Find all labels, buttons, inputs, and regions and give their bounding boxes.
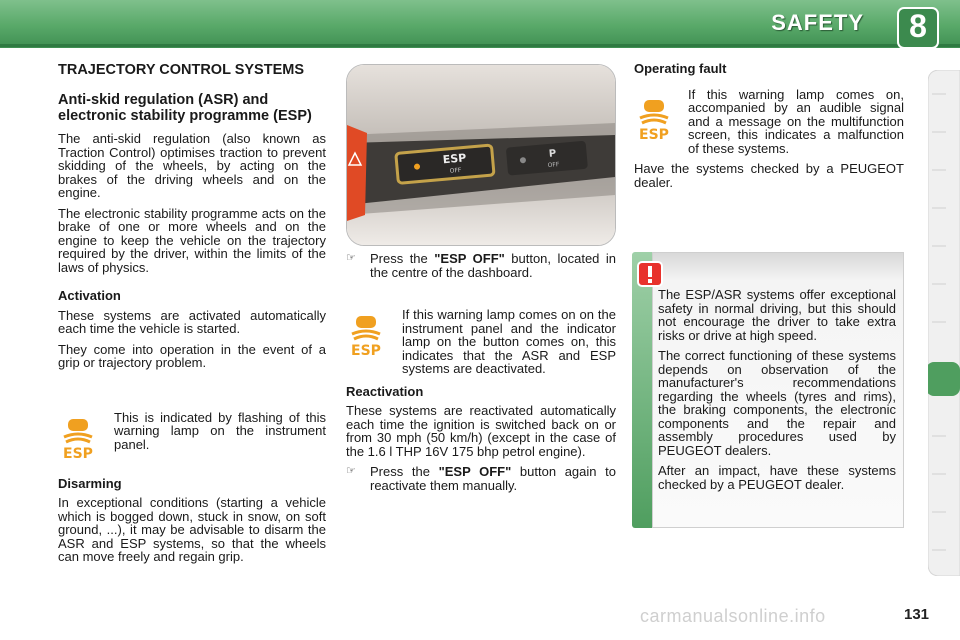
esp-warning-lamp-icon: [58, 417, 98, 461]
right-column: [634, 62, 904, 196]
warning-paragraph-3: After an impact, have these systems checked by a PEUGEOT dealer.: [658, 463, 896, 492]
reactivation-heading: Reactivation: [346, 383, 424, 399]
paragraph-reactivation: These systems are reactivated automatically each time the ignition is switched back on or from 30 mph (50 km/h) (except in the case of the 1.6 l THP 16V 175 bhp petrol engine).: [346, 403, 616, 459]
watermark: carmanualsonline.info: [640, 606, 826, 626]
lamp-description: This is indicated by flashing of this warning lamp on the instrument panel.: [114, 409, 326, 452]
section-subtitle: Anti-skid regulation (ASR) and electronic stability programme (ESP): [58, 92, 312, 124]
page-title: SAFETY: [771, 10, 864, 35]
safety-warning-box: [632, 252, 904, 528]
svg-text:ESP: ESP: [63, 445, 93, 461]
esp-off-button-label: ESP: [442, 151, 467, 167]
warning-paragraph-1: The ESP/ASR systems offer exceptional safety in normal driving, but this should not encourage the driver to take extra risks or drive at high speed.: [658, 287, 896, 343]
paragraph-esp: The electronic stability programme acts on the brake of one or more wheels and on the engine to keep the vehicle on the trajectory required by the driver, within the limits of the laws of physics.: [58, 205, 326, 275]
fault-heading: Operating fault: [634, 61, 727, 76]
paragraph-operation: They come into operation in the event of a grip or trajectory problem.: [58, 341, 326, 370]
fault-description: If this warning lamp comes on, accompanied by an audible signal and a message on the multifunction screen, this indicates a malfunction of these systems.: [688, 86, 904, 156]
esp-warning-lamp-icon: [634, 98, 674, 142]
svg-text:P: P: [548, 148, 557, 160]
park-off-button-sub: OFF: [547, 161, 560, 170]
deactivated-description: If this warning lamp comes on on the instrument panel and the indicator lamp on the button comes on, this indicates that the ASR and ESP systems are deactivated.: [402, 307, 616, 376]
esp-off-button-sub: OFF: [449, 166, 462, 175]
press-again-instruction: Press the "ESP OFF" button again to reactivate them manually.: [370, 464, 616, 493]
chapter-thumb-tabs: [928, 70, 960, 576]
activation-heading: Activation: [58, 288, 121, 303]
paragraph-activation: These systems are activated automatically each time the vehicle is started.: [58, 307, 326, 336]
press-esp-instruction: Press the "ESP OFF" button, located in the centre of the dashboard.: [370, 251, 616, 280]
disarming-heading: Disarming: [58, 475, 122, 491]
warning-strip: [632, 252, 652, 528]
svg-text:ESP: ESP: [351, 343, 381, 358]
left-column: [58, 62, 326, 571]
paragraph-dealer: Have the systems checked by a PEUGEOT dealer.: [634, 161, 904, 190]
middle-column: [346, 252, 616, 499]
paragraph-asr: The anti-skid regulation (also known as Traction Control) optimises traction to prevent skidding of the wheels, by acting on the brakes of the driving wheels and on the engine.: [58, 131, 326, 200]
pointing-hand-icon: ☞: [346, 252, 356, 264]
section-title: TRAJECTORY CONTROL SYSTEMS: [58, 62, 304, 78]
page-number: 131: [904, 606, 930, 623]
svg-text:ESP: ESP: [639, 126, 669, 142]
warning-paragraph-2: The correct functioning of these systems depends on observation of the manufacturer's recommendations regarding the wheels (tyres and rims), the braking components, the electronic components and the repair and assembly procedures used by PEUGEOT dealers.: [658, 348, 896, 458]
esp-warning-lamp-icon: [346, 314, 386, 358]
pointing-hand-icon: ☞: [346, 465, 356, 477]
dashboard-photo: [346, 64, 616, 246]
paragraph-disarming: In exceptional conditions (starting a vehicle which is bogged down, stuck in snow, on soft ground, ...), it may be advisable to disarm the ASR and ESP systems, so that the wheels can move freely and regain grip.: [58, 495, 326, 564]
header-divider: [0, 44, 960, 47]
chapter-number: 8: [909, 8, 927, 44]
exclamation-icon: [636, 260, 668, 288]
